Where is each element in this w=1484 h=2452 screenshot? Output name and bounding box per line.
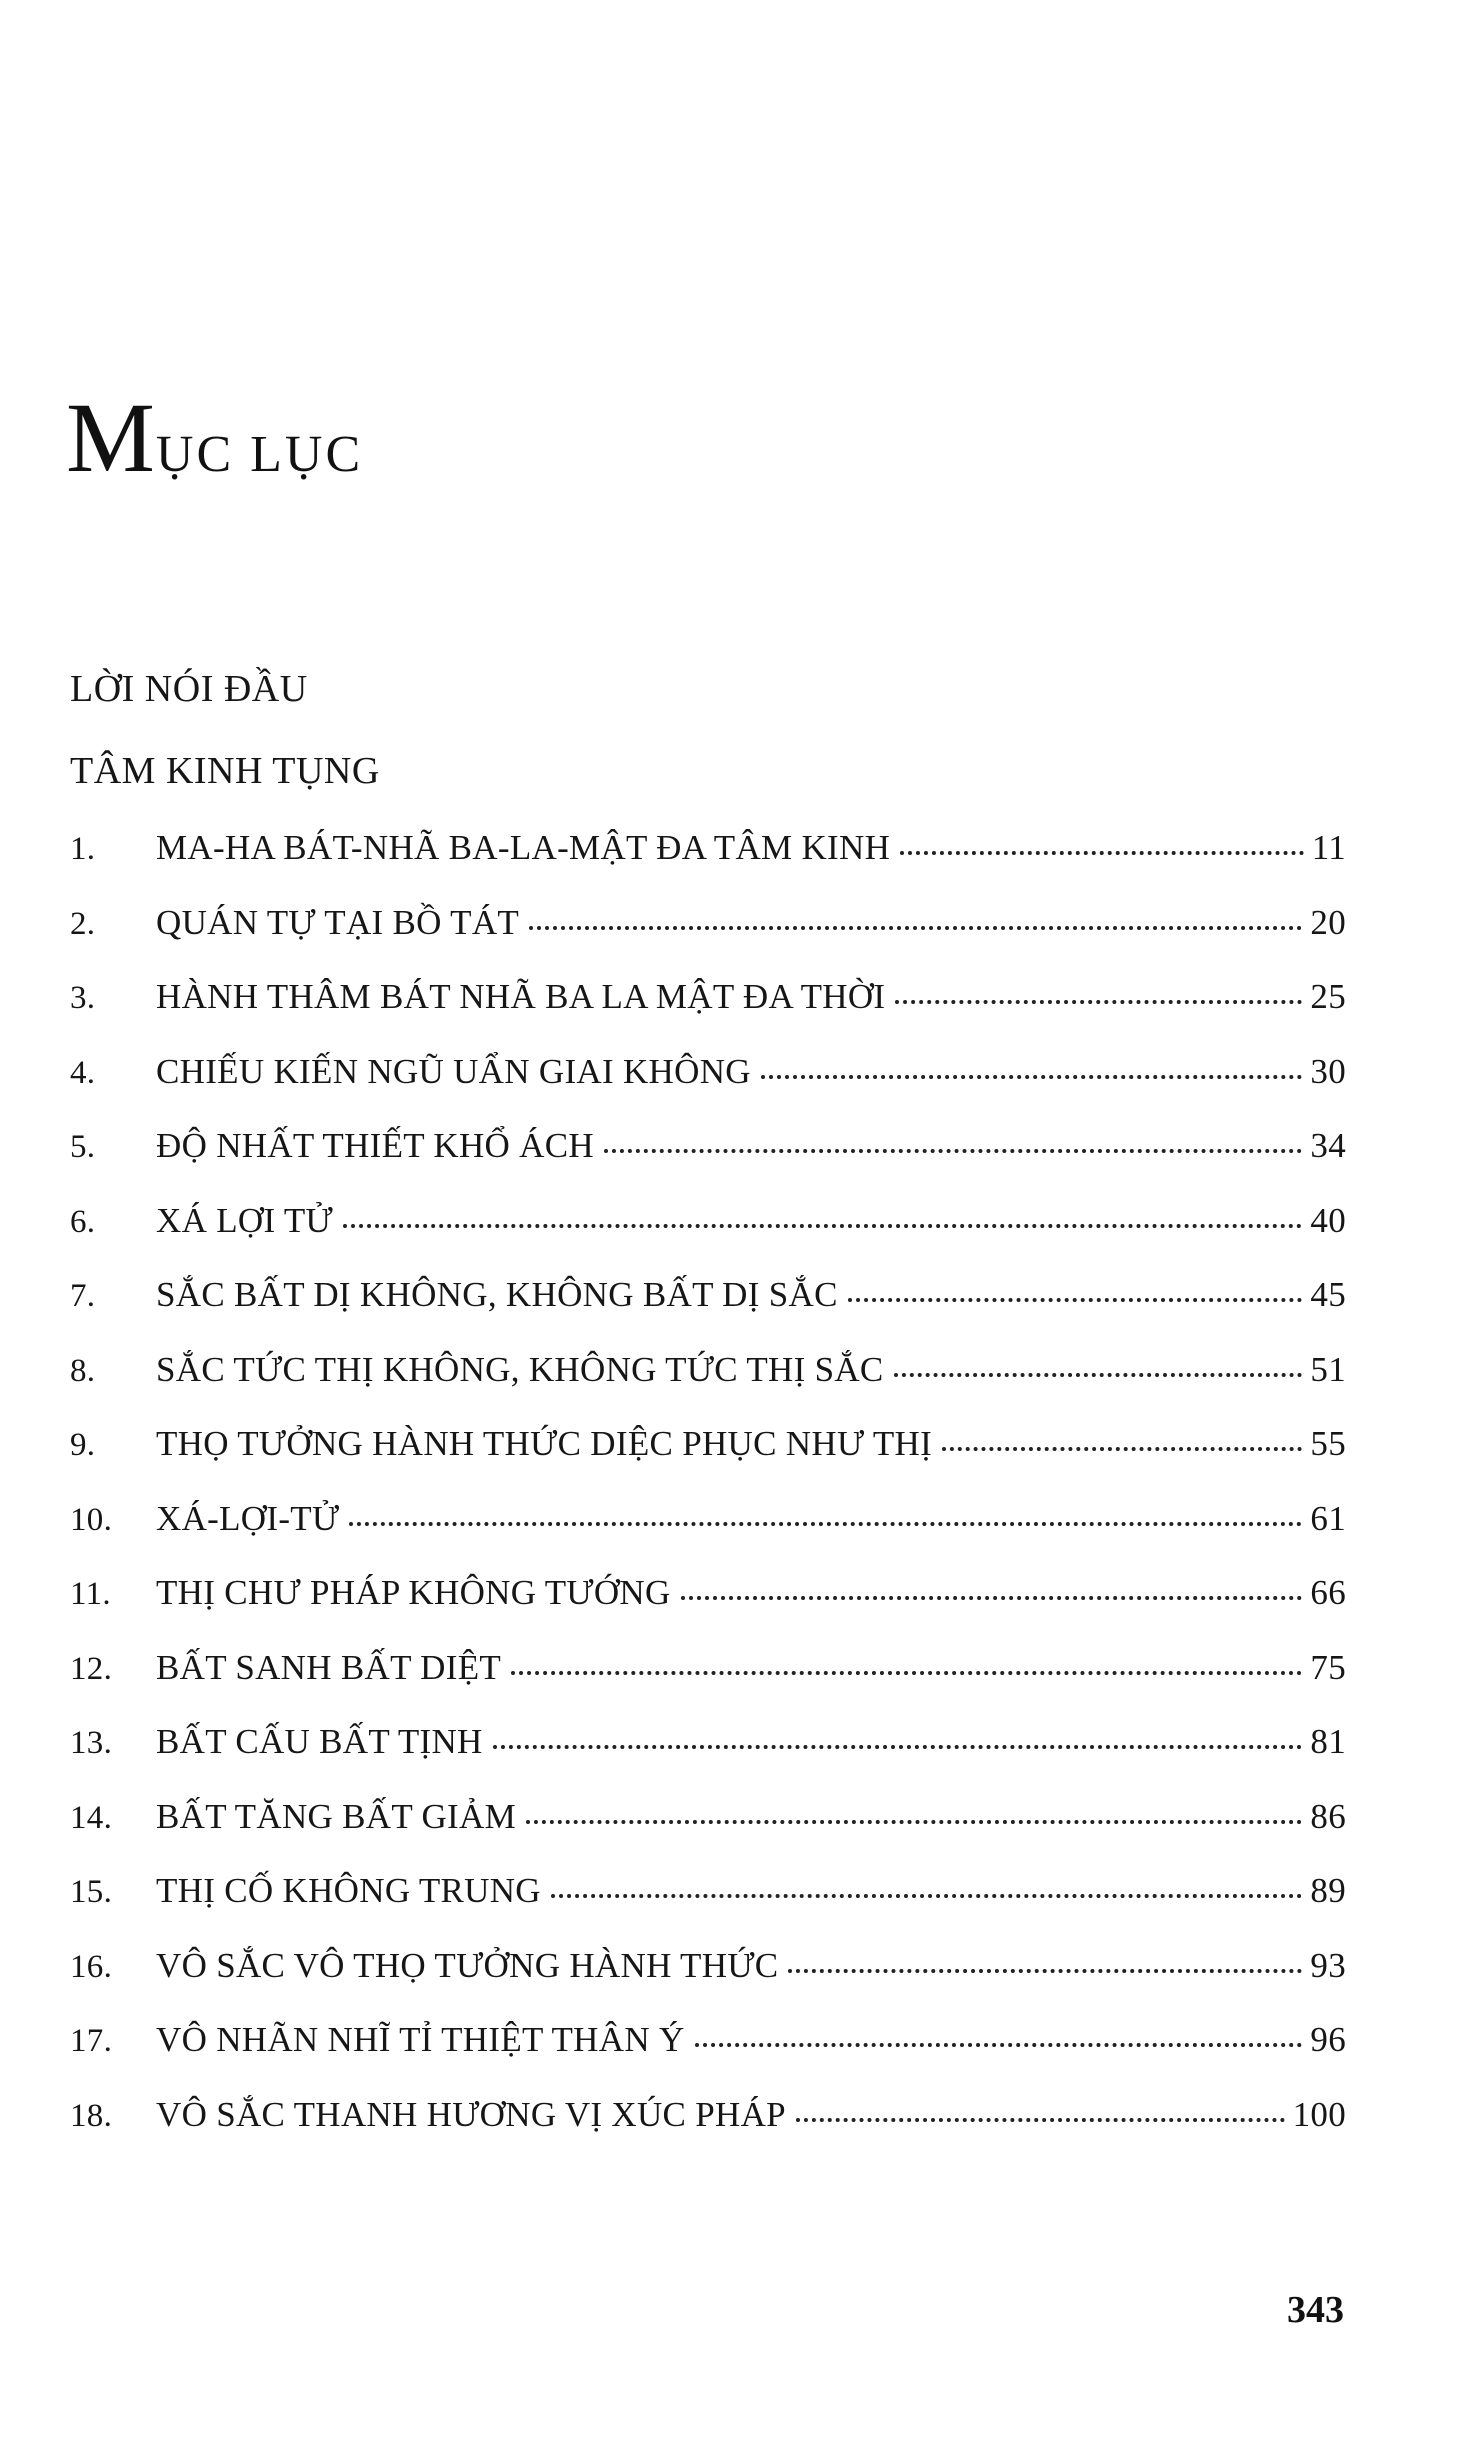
toc-entry-page: 81 bbox=[1310, 1722, 1346, 1761]
toc-entry-number: 16. bbox=[70, 1948, 113, 1985]
toc-entry bbox=[70, 903, 1346, 943]
toc-entry-title: VÔ SẮC THANH HƯƠNG VỊ XÚC PHÁP bbox=[156, 2094, 786, 2134]
toc-entry-page: 45 bbox=[1310, 1275, 1346, 1314]
toc-entry bbox=[70, 1797, 1346, 1837]
toc-entry-title: VÔ SẮC VÔ THỌ TƯỞNG HÀNH THỨC bbox=[156, 1945, 779, 1985]
toc-entry-number: 6. bbox=[70, 1203, 96, 1240]
toc-entry-number: 15. bbox=[70, 1874, 113, 1910]
dot-leader bbox=[695, 2043, 1303, 2047]
toc-entry-page: 40 bbox=[1310, 1200, 1346, 1240]
toc-entry bbox=[70, 2095, 1346, 2135]
toc-entry-title: BẤT TĂNG BẤT GIẢM bbox=[156, 1796, 516, 1836]
footer-page-number: 343 bbox=[1287, 2289, 1344, 2331]
toc-entry bbox=[70, 1052, 1346, 1092]
toc-entry bbox=[70, 1573, 1346, 1613]
toc-list bbox=[70, 828, 1346, 2169]
dot-leader bbox=[761, 1075, 1303, 1079]
toc-entry-title: XÁ LỢI TỬ bbox=[156, 1200, 333, 1240]
dot-leader bbox=[848, 1298, 1303, 1302]
toc-entry-number: 4. bbox=[70, 1054, 96, 1091]
dot-leader bbox=[894, 1373, 1303, 1377]
toc-entry bbox=[70, 1424, 1346, 1464]
dot-leader bbox=[604, 1149, 1302, 1153]
toc-entry-page: 51 bbox=[1310, 1349, 1346, 1389]
toc-entry-title: ĐỘ NHẤT THIẾT KHỔ ÁCH bbox=[156, 1126, 594, 1165]
toc-entry-page: 93 bbox=[1310, 1945, 1346, 1985]
toc-entry-number: 1. bbox=[70, 831, 96, 867]
toc-entry-title: VÔ NHÃN NHĨ TỈ THIỆT THÂN Ý bbox=[156, 2020, 685, 2059]
dot-leader bbox=[526, 1820, 1302, 1824]
toc-entry-title: CHIẾU KIẾN NGŨ UẨN GIAI KHÔNG bbox=[156, 1051, 751, 1091]
toc-entry-number: 17. bbox=[70, 2023, 113, 2059]
toc-entry-title: BẤT CẤU BẤT TỊNH bbox=[156, 1722, 483, 1761]
section-headings bbox=[70, 648, 1344, 812]
toc-entry-page: 30 bbox=[1310, 1051, 1346, 1091]
toc-entry-page: 100 bbox=[1292, 2094, 1346, 2134]
toc-entry-page: 96 bbox=[1310, 2020, 1346, 2059]
toc-entry-number: 7. bbox=[70, 1278, 96, 1314]
toc-entry-page: 11 bbox=[1311, 828, 1346, 867]
toc-entry-page: 20 bbox=[1310, 902, 1346, 942]
toc-entry bbox=[70, 1350, 1346, 1390]
page-title bbox=[66, 382, 364, 493]
section-heading-tam-kinh-tung: TÂM KINH TỤNG bbox=[70, 750, 380, 792]
toc-entry bbox=[70, 2020, 1346, 2060]
dot-leader bbox=[349, 1522, 1302, 1526]
dot-leader bbox=[681, 1596, 1303, 1600]
toc-entry-number: 8. bbox=[70, 1352, 96, 1389]
toc-entry-title: THỊ CHƯ PHÁP KHÔNG TƯỚNG bbox=[156, 1573, 671, 1612]
page-title-rest: ỤC LỤC bbox=[155, 426, 364, 483]
toc-entry-page: 25 bbox=[1310, 977, 1346, 1016]
dot-leader bbox=[942, 1447, 1302, 1451]
toc-entry-number: 2. bbox=[70, 905, 96, 942]
toc-entry bbox=[70, 1499, 1346, 1539]
dot-leader bbox=[343, 1224, 1302, 1228]
toc-entry-page: 66 bbox=[1310, 1573, 1346, 1612]
toc-entry-title: XÁ-LỢI-TỬ bbox=[156, 1498, 340, 1538]
section-heading-foreword: LỜI NÓI ĐẦU bbox=[70, 668, 308, 710]
toc-entry-title: QUÁN TỰ TẠI BỒ TÁT bbox=[156, 902, 520, 942]
toc-entry-number: 11. bbox=[70, 1576, 111, 1612]
toc-entry bbox=[70, 1648, 1346, 1688]
toc-entry-title: HÀNH THÂM BÁT NHÃ BA LA MẬT ĐA THỜI bbox=[156, 977, 886, 1016]
dot-leader bbox=[796, 2118, 1285, 2122]
toc-entry-number: 13. bbox=[70, 1725, 113, 1761]
toc-entry-page: 55 bbox=[1310, 1424, 1346, 1463]
toc-entry-title: SẮC TỨC THỊ KHÔNG, KHÔNG TỨC THỊ SẮC bbox=[156, 1349, 884, 1389]
dot-leader bbox=[529, 926, 1302, 930]
dot-leader bbox=[511, 1671, 1302, 1675]
toc-entry-page: 34 bbox=[1310, 1126, 1346, 1165]
toc-entry-title: THỌ TƯỞNG HÀNH THỨC DIỆC PHỤC NHƯ THỊ bbox=[156, 1424, 933, 1463]
toc-entry bbox=[70, 1871, 1346, 1911]
toc-entry-title: THỊ CỐ KHÔNG TRUNG bbox=[156, 1871, 541, 1910]
toc-entry bbox=[70, 1201, 1346, 1241]
toc-entry-title: BẤT SANH BẤT DIỆT bbox=[156, 1647, 502, 1687]
toc-entry-page: 89 bbox=[1310, 1871, 1346, 1910]
toc-entry bbox=[70, 1275, 1346, 1315]
toc-entry-page: 86 bbox=[1310, 1796, 1346, 1836]
toc-entry-number: 9. bbox=[70, 1427, 96, 1463]
toc-entry bbox=[70, 977, 1346, 1017]
toc-entry bbox=[70, 1126, 1346, 1166]
toc-entry-page: 75 bbox=[1310, 1647, 1346, 1687]
toc-entry bbox=[70, 1722, 1346, 1762]
page-title-initial: M bbox=[66, 382, 156, 493]
dot-leader bbox=[900, 851, 1304, 855]
toc-entry bbox=[70, 828, 1346, 868]
dot-leader bbox=[493, 1745, 1303, 1749]
toc-entry-number: 18. bbox=[70, 2097, 113, 2134]
dot-leader bbox=[788, 1969, 1302, 1973]
toc-entry-title: MA-HA BÁT-NHÃ BA-LA-MẬT ĐA TÂM KINH bbox=[156, 828, 891, 867]
toc-entry-title: SẮC BẤT DỊ KHÔNG, KHÔNG BẤT DỊ SẮC bbox=[156, 1275, 838, 1314]
dot-leader bbox=[551, 1894, 1303, 1898]
toc-entry-number: 10. bbox=[70, 1501, 113, 1538]
toc-entry-number: 3. bbox=[70, 980, 96, 1016]
toc-entry-number: 14. bbox=[70, 1799, 113, 1836]
toc-entry-page: 61 bbox=[1310, 1498, 1346, 1538]
toc-entry-number: 5. bbox=[70, 1129, 96, 1165]
toc-entry bbox=[70, 1946, 1346, 1986]
dot-leader bbox=[895, 1000, 1302, 1004]
toc-entry-number: 12. bbox=[70, 1650, 113, 1687]
